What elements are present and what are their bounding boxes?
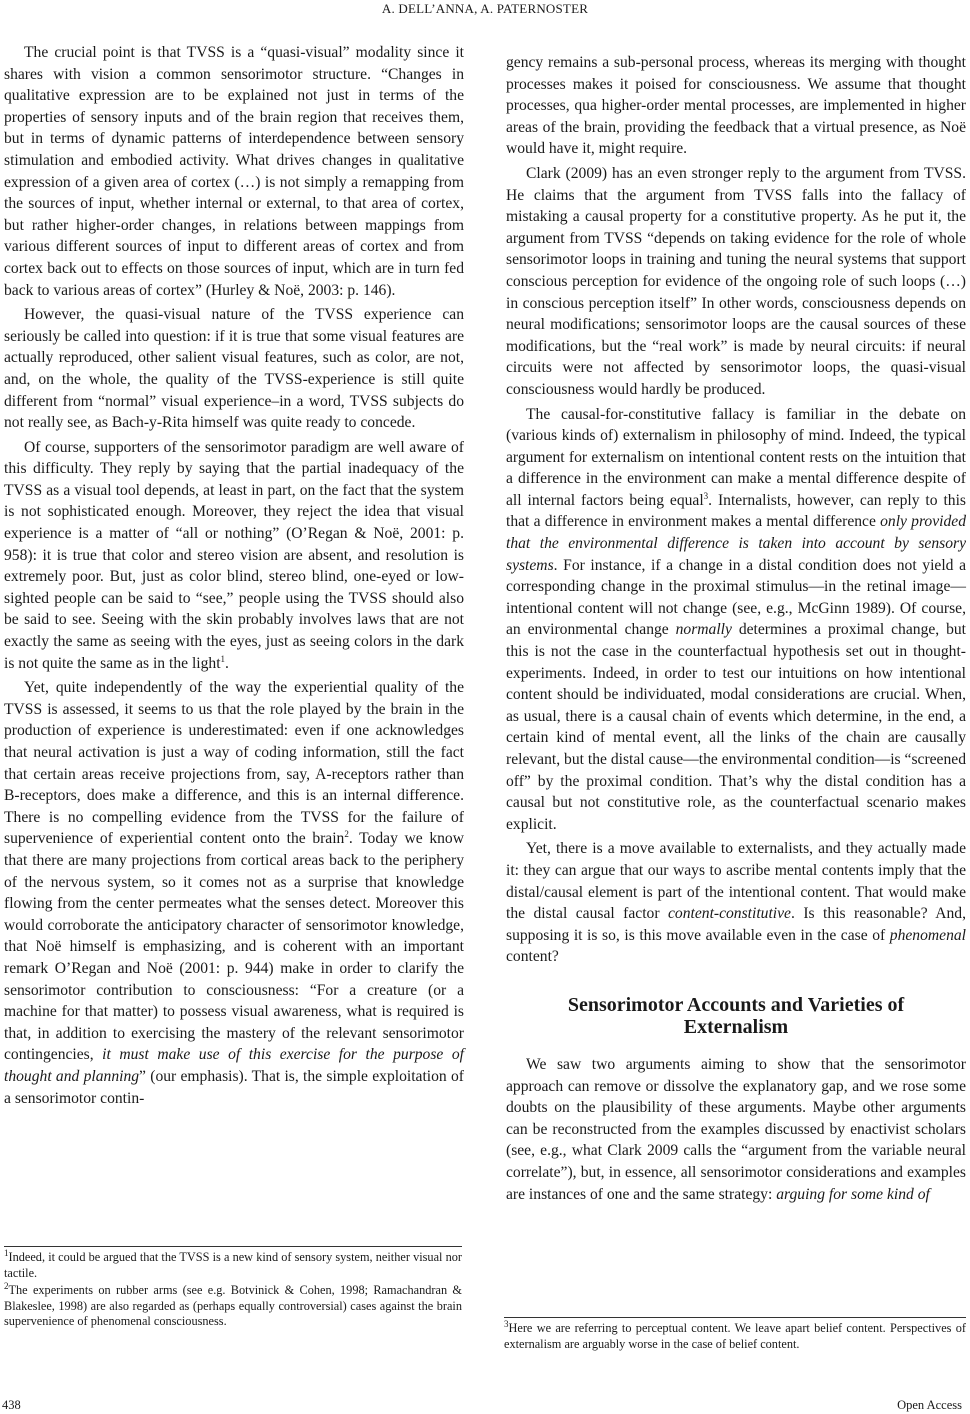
paragraph: The crucial point is that TVSS is a “quasi-visual” modality since it shares with vision a common sensorimotor structure. “Changes in qualitative expression are to be explained not just in terms of the properties of sensory inputs and of the brain region that receives them, but in terms of dynamic patterns of interdependence between sensory stimulation and embodied activity. What drives changes in qualitative expression of a given area of cortex (…) is not simply a remapping from the sources of input, whether internal or external, to that area of cortex, but rather higher-order changes, in relations between mappings from various different sources of input to different areas of cortex and from cortex back out to effects on those sources of input, which are in turn fed back to various areas of cortex” (Hurley & Noë, 2003: p. 146). bbox=[4, 44, 464, 299]
paragraph-text: . Is this reasonable? And, supposing it is so, is this move available even in the case of bbox=[506, 905, 966, 944]
section-heading bbox=[506, 994, 966, 1038]
emphasis-text: phenomenal bbox=[889, 926, 966, 944]
footnote bbox=[504, 1318, 966, 1352]
footnote-text: Here we are referring to perceptual content. We leave apart belief content. Perspectives of externalism are arguably worse in the case of belief content. bbox=[504, 1321, 966, 1351]
footnote-rule bbox=[4, 1246, 462, 1247]
footnote-rule bbox=[504, 1317, 966, 1318]
page-number: 438 bbox=[2, 1398, 21, 1412]
paragraph-text: . For instance, if a change in a distal condition does not yield a corresponding change in the proximal stimulus—in the retinal image—intentional content will not change (see, e.g., McGinn 1989). Of course, an environmental change bbox=[506, 556, 966, 639]
footnote-ref[interactable]: 3 bbox=[703, 490, 709, 501]
paragraph: Clark (2009) has an even stronger reply to the argument from TVSS. He claims that the argument from TVSS falls into the fallacy of mistaking a causal property for a constitutive property. As he put it, the argument from TVSS “depends on taking evidence for the role of whole sensorimotor loops in training and tuning the neural systems that support conscious perception for evidence of the ongoing role of such loops (…) in conscious perception itself” In other words, consciousness depends on neural modifications; sensorimotor loops are the causal sources of these modifications, but the “real work” is made by neural circuits: if neural circuits were not affected by sensorimotor loops, the quasi-visual consciousness would hardly be produced. bbox=[506, 164, 966, 398]
paragraph-text: . bbox=[225, 654, 229, 672]
footnote-text: Indeed, it could be argued that the TVSS is a new kind of sensory system, neither visual nor tactile. bbox=[4, 1250, 462, 1280]
paragraph-text: Yet, quite independently of the way the experiential quality of the TVSS is assessed, it seems to us that the role played by the brain in the production of experience is underestimated: even if one acknowledges that neural activation is just a way of coding information, still the fact that certain areas receive projections from, say, A-receptors rather than B-receptors, does make a difference, and this is an internal difference. There is no compelling evidence from the TVSS for the failure of supervenience of experiential content onto the brain bbox=[4, 679, 464, 848]
paragraph-text: Of course, supporters of the sensorimotor paradigm are well aware of this difficulty. They reply by saying that the partial inadequacy of the TVSS as a visual tool depends, at least in part, on the fact that the system is not sophisticated enough. Moreover, they reject the idea that visual experience is a matter of “all or nothing” (O’Regan & Noë, 2001: p. 958): it is true that color and stereo vision are absent, and resolution is extremely poor. But, just as color blind, stereo blind, one-eyed or low-sighted people can be said to “see,” people using the TVSS should also be said to see. Seeing with the skin probably involves laws that are not exactly the same as seeing with the eyes, just as seeing colors in the dark is not quite the same as in the light bbox=[4, 438, 464, 672]
publisher-label: Open Access bbox=[897, 1398, 962, 1412]
paragraph-text: . Today we know that there are many projections from cortical areas back to the periphery of the nervous system, so it comes not as a surprise that knowledge flowing from the center permeates what the senses detect. Moreover this would corroborate the anticipatory character of sensorimotor knowledge, that Noë himself is emphasizing, and is coherent with an important remark O’Regan and Noë (2001: p. 944) make in order to clarify the sensorimotor contribution to consciousness: “For a creature (or a machine for that matter) to possess visual awareness, what is required is that, in addition to exercising the mastery of the relevant sensorimotor contingencies, bbox=[4, 830, 464, 1064]
emphasis-text: arguing for some kind of bbox=[776, 1185, 930, 1203]
footnotes-left bbox=[4, 1247, 462, 1332]
footnote-mark: 3 bbox=[504, 1318, 509, 1329]
footnote-mark: 2 bbox=[4, 1281, 9, 1292]
paragraph: gency remains a sub-personal process, whereas its merging with thought processes makes it poised for consciousness. We assume that thought processes, qua higher-order mental processes, are implemented in higher areas of the brain, providing the feedback that a virtual presence, as Noë would have it, might require. bbox=[506, 54, 966, 158]
paragraph-text: ” (our emphasis). That is, the simple exploitation of a sensorimotor contin- bbox=[4, 1067, 464, 1107]
footnote-mark: 1 bbox=[4, 1247, 9, 1258]
paragraph-text: The causal-for-constitutive fallacy is familiar in the debate on (various kinds of) externalism in philosophy of mind. Indeed, the typical argument for externalism on intentional content rests on the intuition that a difference in the environment can make a mental difference despite of all internal factors being equal bbox=[506, 405, 966, 509]
emphasis-text: only provided that the environmental difference is taken into account by sensory systems bbox=[506, 513, 966, 574]
footnotes-right bbox=[504, 1318, 966, 1354]
section-heading-line: Externalism bbox=[683, 1015, 789, 1038]
paragraph bbox=[506, 1054, 966, 1205]
emphasis-text: normally bbox=[675, 621, 732, 639]
running-head: A. DELL’ANNA, A. PATERNOSTER bbox=[381, 1, 589, 16]
paragraph bbox=[4, 677, 464, 1109]
paragraph-text: Yet, there is a move available to externalists, and they actually made it: they can argue that our ways to ascribe mental contents imply that the distal/causal element is part of the intentional content. That would make the distal causal factor bbox=[506, 840, 966, 923]
footnote-text: The experiments on rubber arms (see e.g. Botvinick & Cohen, 1998; Ramachandran & Blakeslee, 1998) are also regarded as (perhaps equally controversial) cases against the brain supervenience of phenomenal consciousness. bbox=[4, 1283, 462, 1329]
paragraph-text: We saw two arguments aiming to show that the sensorimotor approach can remove or dissolve the explanatory gap, and we rose some doubts on the plausibility of these arguments. Maybe other arguments can be reconstructed from the examples discussed by enactivist scholars (see, e.g., what Clark 2009 calls the “argument from the variable neural correlate”), but, in essence, all sensorimotor considerations and examples are instances of one and the same strategy: bbox=[506, 1055, 966, 1203]
paragraph bbox=[4, 437, 464, 675]
footnote-ref[interactable]: 1 bbox=[220, 653, 226, 664]
right-column bbox=[506, 52, 966, 1208]
paragraph: However, the quasi-visual nature of the TVSS experience can seriously be called into question: if it is true that some visual features are actually reproduced, other salient visual features, such as color, are not, and, on the whole, the quality of the TVSS-experience is still quite different from “normal” visual experience–in a word, TVSS subjects do not really see, as Bach-y-Rita himself was quite ready to concede. bbox=[4, 306, 464, 432]
paragraph-text: . Internalists, however, can reply to this that a difference in environment makes a mental difference bbox=[506, 491, 966, 531]
section-heading-line: Sensorimotor Accounts and Varieties of bbox=[567, 993, 905, 1016]
emphasis-text: content-constitutive bbox=[668, 905, 791, 923]
emphasis-text: it must make use of this exercise for the purpose of thought and planning bbox=[4, 1046, 464, 1085]
footnote bbox=[4, 1247, 462, 1281]
paragraph bbox=[506, 838, 966, 968]
paragraph bbox=[506, 404, 966, 836]
footnote bbox=[4, 1283, 462, 1330]
paragraph-text: content? bbox=[506, 948, 559, 966]
paragraph-text: determines a proximal change, but this is not the case in the counterfactual hypothesis set out in thought-experiments. Indeed, in order to test our intuitions on how intentional content should be individuated, modal considerations are crucial. When, as usual, there is a causal chain of events which determine, in the end, a certain kind of mental event, all the links of the chain are causally relevant, but the distal cause—the environmental condition—is “screened off” by the proximal condition. That’s why the distal condition has a causal but not constitutive role, as the counterfactual scenario makes explicit. bbox=[506, 621, 967, 833]
left-column bbox=[4, 42, 464, 1112]
footnote-ref[interactable]: 2 bbox=[344, 829, 349, 840]
